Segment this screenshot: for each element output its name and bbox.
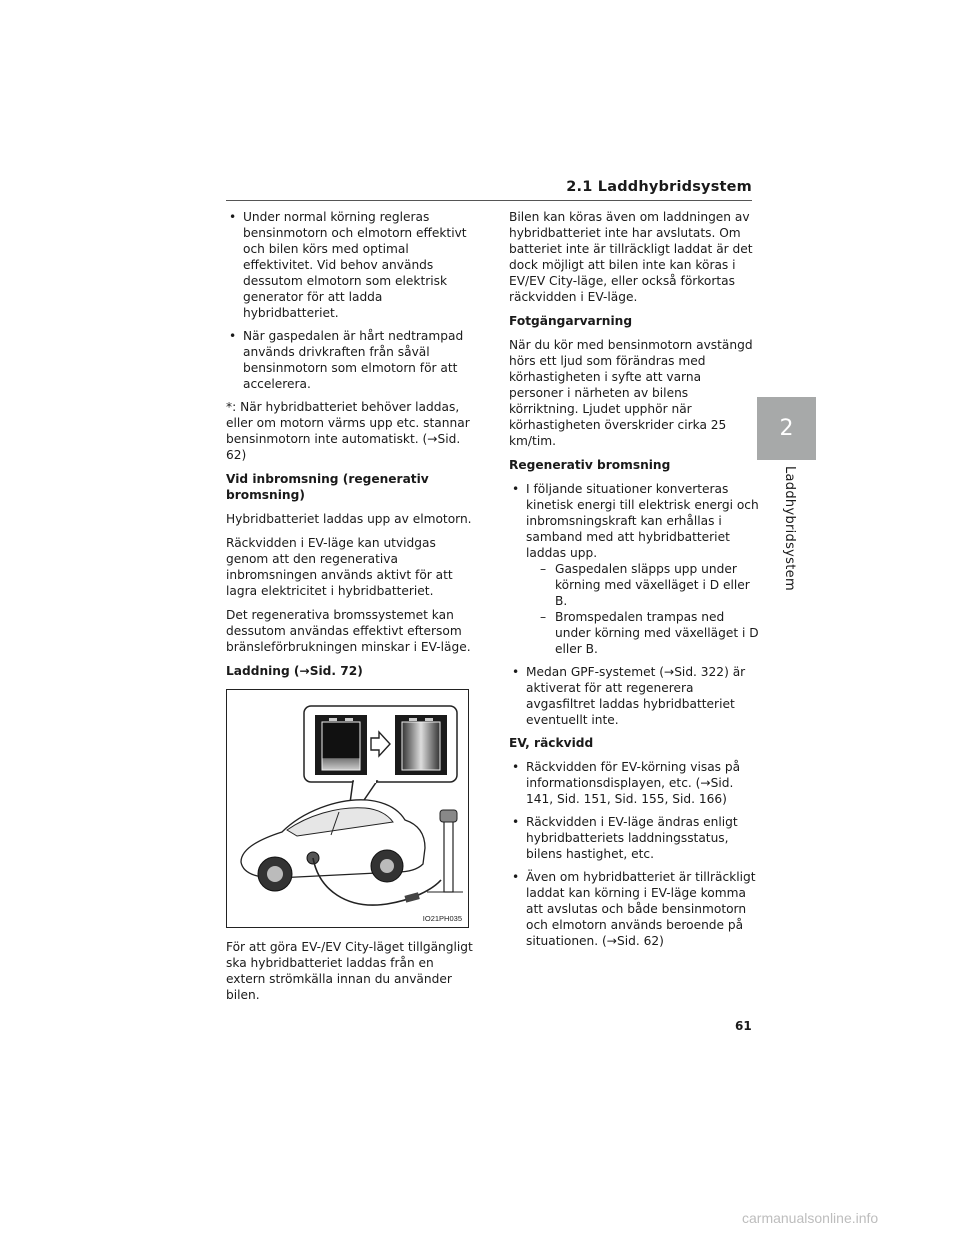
chapter-number: 2: [779, 416, 794, 441]
left-column: [226, 209, 476, 687]
right-column: [509, 209, 759, 956]
list-item: • Räckvidden för EV-körning visas på informationsdisplayen, etc. (→Sid. 141, Sid. 151, Sid. 155, Sid. 166): [509, 759, 759, 807]
sub-list-item: – Gaspedalen släpps upp under körning med växelläget i D eller B.: [526, 561, 759, 609]
illustration-code: IO21PH035: [422, 914, 462, 923]
heading-regenerative-braking-2: Regenerativ bromsning: [509, 458, 671, 472]
page-number: 61: [735, 1019, 752, 1033]
list-item-text: I följande situationer konverteras kinetisk energi till elektrisk energi och inbromsningskraft kan erhållas i samband med att hybridbatteriet laddas upp.: [526, 482, 759, 560]
paragraph: När du kör med bensinmotorn avstängd hörs ett ljud som förändras med körhastigheten i syfte att varna personer i närheten av bilens körriktning. Ljudet upphör när körhastigheten överskrider cirka 25 km/tim.: [509, 338, 753, 448]
heading-regenerative-braking: Vid inbromsning (regenerativ bromsning): [226, 472, 429, 502]
heading-charging-link[interactable]: Laddning (→Sid. 72): [226, 664, 363, 678]
list-item: • När gaspedalen är hårt nedtrampad används drivkraften från såväl bensinmotorn som elmotorn för att accelerera.: [226, 328, 476, 392]
list-item: • Under normal körning regleras bensinmotorn och elmotorn effektivt och bilen körs med optimal effektivitet. Vid behov används dessutom elmotorn som elektrisk generator för att ladda hybridbatteriet.: [226, 209, 476, 321]
charging-illustration: [226, 689, 469, 928]
paragraph: Bilen kan köras även om laddningen av hybridbatteriet inte har avslutats. Om batteriet inte är tillräckligt laddat är det dock möjligt att bilen inte kan köras i EV/EV City-läge, eller också förkortas räckvidden i EV-läge.: [509, 210, 753, 304]
paragraph: Det regenerativa bromssystemet kan dessutom användas effektivt eftersom bränsleförbrukningen minskar i EV-läge.: [226, 608, 471, 654]
sub-list-item: – Bromspedalen trampas ned under körning med växelläget i D eller B.: [526, 609, 759, 657]
list-item: [509, 481, 759, 657]
list-item: • Räckvidden i EV-läge ändras enligt hybridbatteriets laddningsstatus, bilens hastighet, etc.: [509, 814, 759, 862]
heading-pedestrian-warning: Fotgängarvarning: [509, 314, 633, 328]
car-charging-image: [227, 690, 468, 927]
illustration-caption: För att göra EV-/EV City-läget tillgängligt ska hybridbatteriet laddas från en extern strömkälla innan du använder bilen.: [226, 940, 473, 1002]
section-title: 2.1 Laddhybridsystem: [566, 179, 752, 195]
watermark: carmanualsonline.info: [742, 1210, 879, 1226]
list-item: • Även om hybridbatteriet är tillräckligt laddat kan körning i EV-läge komma att avslutas och både bensinmotorn och elmotorn används beroende på situationen. (→Sid. 62): [509, 869, 759, 949]
heading-ev-range: EV, räckvidd: [509, 736, 594, 750]
list-item: • Medan GPF-systemet (→Sid. 322) är aktiverat för att regenerera avgasfiltret laddas hybridbatteriet eventuellt inte.: [509, 664, 759, 728]
footnote: *: När hybridbatteriet behöver laddas, eller om motorn värms upp etc. stannar bensinmotorn inte automatiskt. (→Sid. 62): [226, 400, 470, 462]
paragraph: Räckvidden i EV-läge kan utvidgas genom att den regenerativa inbromsningen används aktivt för att lagra elektricitet i hybridbatteriet.: [226, 536, 453, 598]
chapter-label: Laddhybridsystem: [782, 466, 797, 591]
chapter-tab: [757, 397, 816, 460]
paragraph: Hybridbatteriet laddas upp av elmotorn.: [226, 512, 472, 526]
header-divider: [226, 200, 752, 201]
